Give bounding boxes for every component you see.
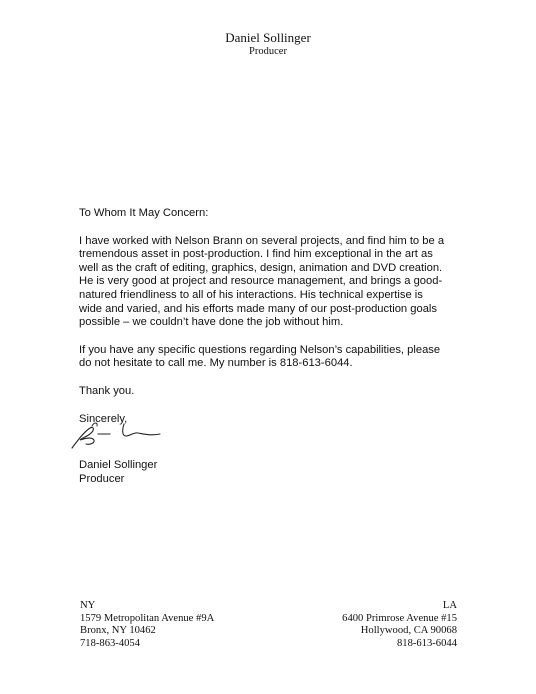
footer-city: NY: [80, 600, 96, 611]
paragraph-line: tremendous asset in post-production. I find him exceptional in the art as: [79, 248, 433, 261]
footer-phone: 718-863-4054: [80, 637, 141, 649]
footer-ny-address: [80, 600, 214, 650]
footer-phone: 818-613-6044: [396, 637, 457, 649]
letterhead-name: Daniel Sollinger: [225, 30, 311, 45]
paragraph-line: do not hesitate to call me. My number is 818-613-6044.: [79, 357, 353, 370]
paragraph-line: possible – we couldn’t have done the job without him.: [79, 316, 344, 329]
paragraph-line: wide and varied, and his efforts made many of our post-production goals: [79, 302, 437, 315]
signer-name: Daniel Sollinger: [79, 459, 158, 471]
thanks-line: Thank you.: [79, 384, 135, 397]
signer-title: Producer: [79, 473, 125, 485]
footer-address-line: Bronx, NY 10462: [80, 625, 156, 637]
paragraph-contact: [79, 344, 479, 371]
salutation: To Whom It May Concern:: [79, 207, 209, 219]
handwritten-signature: [68, 418, 168, 454]
paragraph-line: natured friendliness to all of his interactions. His technical expertise is: [79, 288, 423, 301]
signature-block: [79, 458, 157, 486]
footer-city: LA: [442, 600, 457, 611]
paragraph-line: He is very good at project and resource management, and brings a good-: [79, 275, 443, 288]
footer-address-line: 1579 Metropolitan Avenue #9A: [80, 612, 215, 624]
letter-body: [79, 207, 479, 426]
paragraph-recommendation: [79, 235, 479, 330]
letterhead-title: Producer: [249, 46, 287, 57]
paragraph-line: I have worked with Nelson Brann on several projects, and find him to be a: [79, 234, 445, 247]
footer-la-address: [342, 600, 457, 650]
footer-address-line: 6400 Primrose Avenue #15: [342, 612, 457, 624]
paragraph-line: well as the craft of editing, graphics, design, animation and DVD creation.: [79, 261, 443, 274]
closing-line: Sincerely,: [79, 412, 128, 425]
letterhead: [0, 30, 536, 58]
footer-address-line: Hollywood, CA 90068: [360, 625, 457, 637]
paragraph-line: If you have any specific questions regarding Nelson’s capabilities, please: [79, 343, 441, 356]
